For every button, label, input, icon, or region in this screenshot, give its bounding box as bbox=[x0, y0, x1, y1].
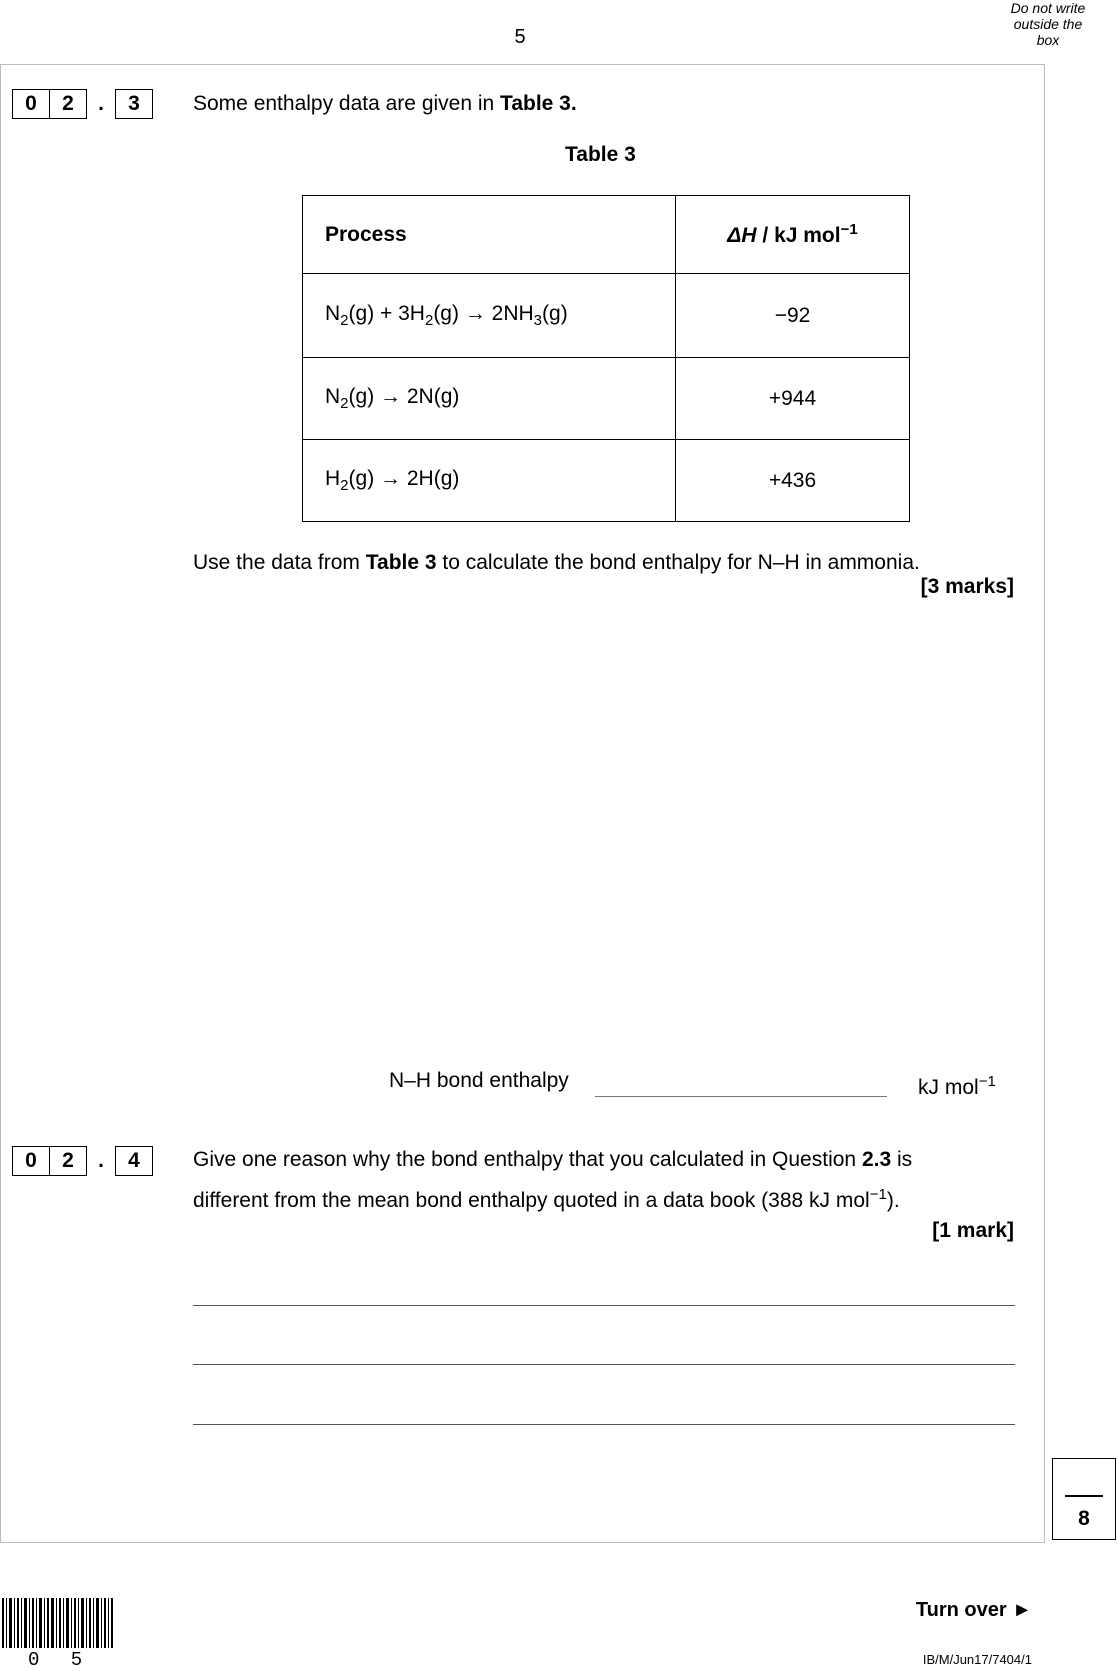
question-dot: . bbox=[98, 92, 104, 115]
turn-over-label: Turn over ► bbox=[915, 1599, 1032, 1621]
table-header-row bbox=[303, 196, 910, 274]
delta-h-cell: −92 bbox=[676, 274, 910, 358]
q24-line-1: Give one reason why the bond enthalpy that you calculated in Question 2.3 is bbox=[193, 1148, 913, 1171]
answer-line[interactable] bbox=[595, 1096, 887, 1097]
q23-instruction bbox=[193, 546, 920, 580]
table-row bbox=[303, 274, 910, 358]
answer-unit: kJ mol$^{-1}$ bbox=[918, 1073, 996, 1099]
question-digit: 0 bbox=[12, 1146, 50, 1176]
question-digit: 2 bbox=[50, 89, 87, 119]
answer-writing-line[interactable] bbox=[193, 1364, 1015, 1365]
margin-note-line: box bbox=[1036, 32, 1060, 48]
page-number: 5 bbox=[514, 26, 526, 48]
q23-intro-table-ref: Table 3. bbox=[500, 92, 577, 115]
margin-note-line: outside the bbox=[1013, 16, 1083, 32]
table-title: Table 3 bbox=[565, 143, 636, 166]
barcode-digits: 0 5 bbox=[28, 1649, 93, 1671]
delta-h-cell: +944 bbox=[676, 358, 910, 440]
mark-total-box bbox=[1052, 1458, 1116, 1540]
q23-intro bbox=[193, 87, 577, 121]
question-digit: 4 bbox=[115, 1146, 153, 1176]
process-cell: $H_2(g) \to 2H(g)$ bbox=[303, 440, 676, 522]
mark-total-rule bbox=[1065, 1495, 1103, 1497]
question-number-02-4 bbox=[12, 1146, 153, 1176]
answer-label: N–H bond enthalpy bbox=[389, 1069, 569, 1092]
delta-h-symbol: ΔH bbox=[727, 224, 757, 247]
question-digit: 3 bbox=[115, 89, 153, 119]
q24-line-2: different from the mean bond enthalpy quoted in a data book (388 kJ mol$^{-1}$). bbox=[193, 1186, 900, 1212]
header-process: Process bbox=[303, 196, 676, 274]
answer-writing-line[interactable] bbox=[193, 1424, 1015, 1425]
process-cell: $N_2(g) + 3H_2(g) \to 2NH_3(g)$ bbox=[303, 274, 676, 358]
paper-code: IB/M/Jun17/7404/1 bbox=[922, 1652, 1032, 1667]
instruction-table-ref: Table 3 bbox=[365, 551, 437, 574]
enthalpy-table bbox=[302, 195, 910, 522]
header-delta-h bbox=[676, 196, 910, 274]
delta-h-unit: / kJ mol bbox=[756, 224, 841, 247]
question-digit: 2 bbox=[50, 1146, 87, 1176]
delta-h-cell: +436 bbox=[676, 440, 910, 522]
q24-marks: [1 mark] bbox=[932, 1219, 1014, 1242]
mark-total: 8 bbox=[1078, 1507, 1090, 1530]
instruction-text: Use the data from bbox=[193, 551, 366, 574]
question-number-02-3 bbox=[12, 89, 153, 119]
question-dot: . bbox=[98, 1149, 104, 1172]
process-cell: $N_2(g) \to 2N(g)$ bbox=[303, 358, 676, 440]
margin-note-line: Do not write bbox=[1010, 0, 1086, 16]
q23-intro-text: Some enthalpy data are given in bbox=[193, 92, 501, 115]
instruction-text: to calculate the bond enthalpy for N–H in ammonia. bbox=[436, 551, 920, 574]
q23-marks: [3 marks] bbox=[920, 575, 1014, 598]
table-row bbox=[303, 440, 910, 522]
delta-h-unit-exponent: −1 bbox=[840, 221, 858, 238]
table-row bbox=[303, 358, 910, 440]
margin-note bbox=[988, 0, 1108, 48]
question-digit: 0 bbox=[12, 89, 50, 119]
barcode-graphic bbox=[2, 1598, 114, 1648]
answer-writing-line[interactable] bbox=[193, 1305, 1015, 1306]
